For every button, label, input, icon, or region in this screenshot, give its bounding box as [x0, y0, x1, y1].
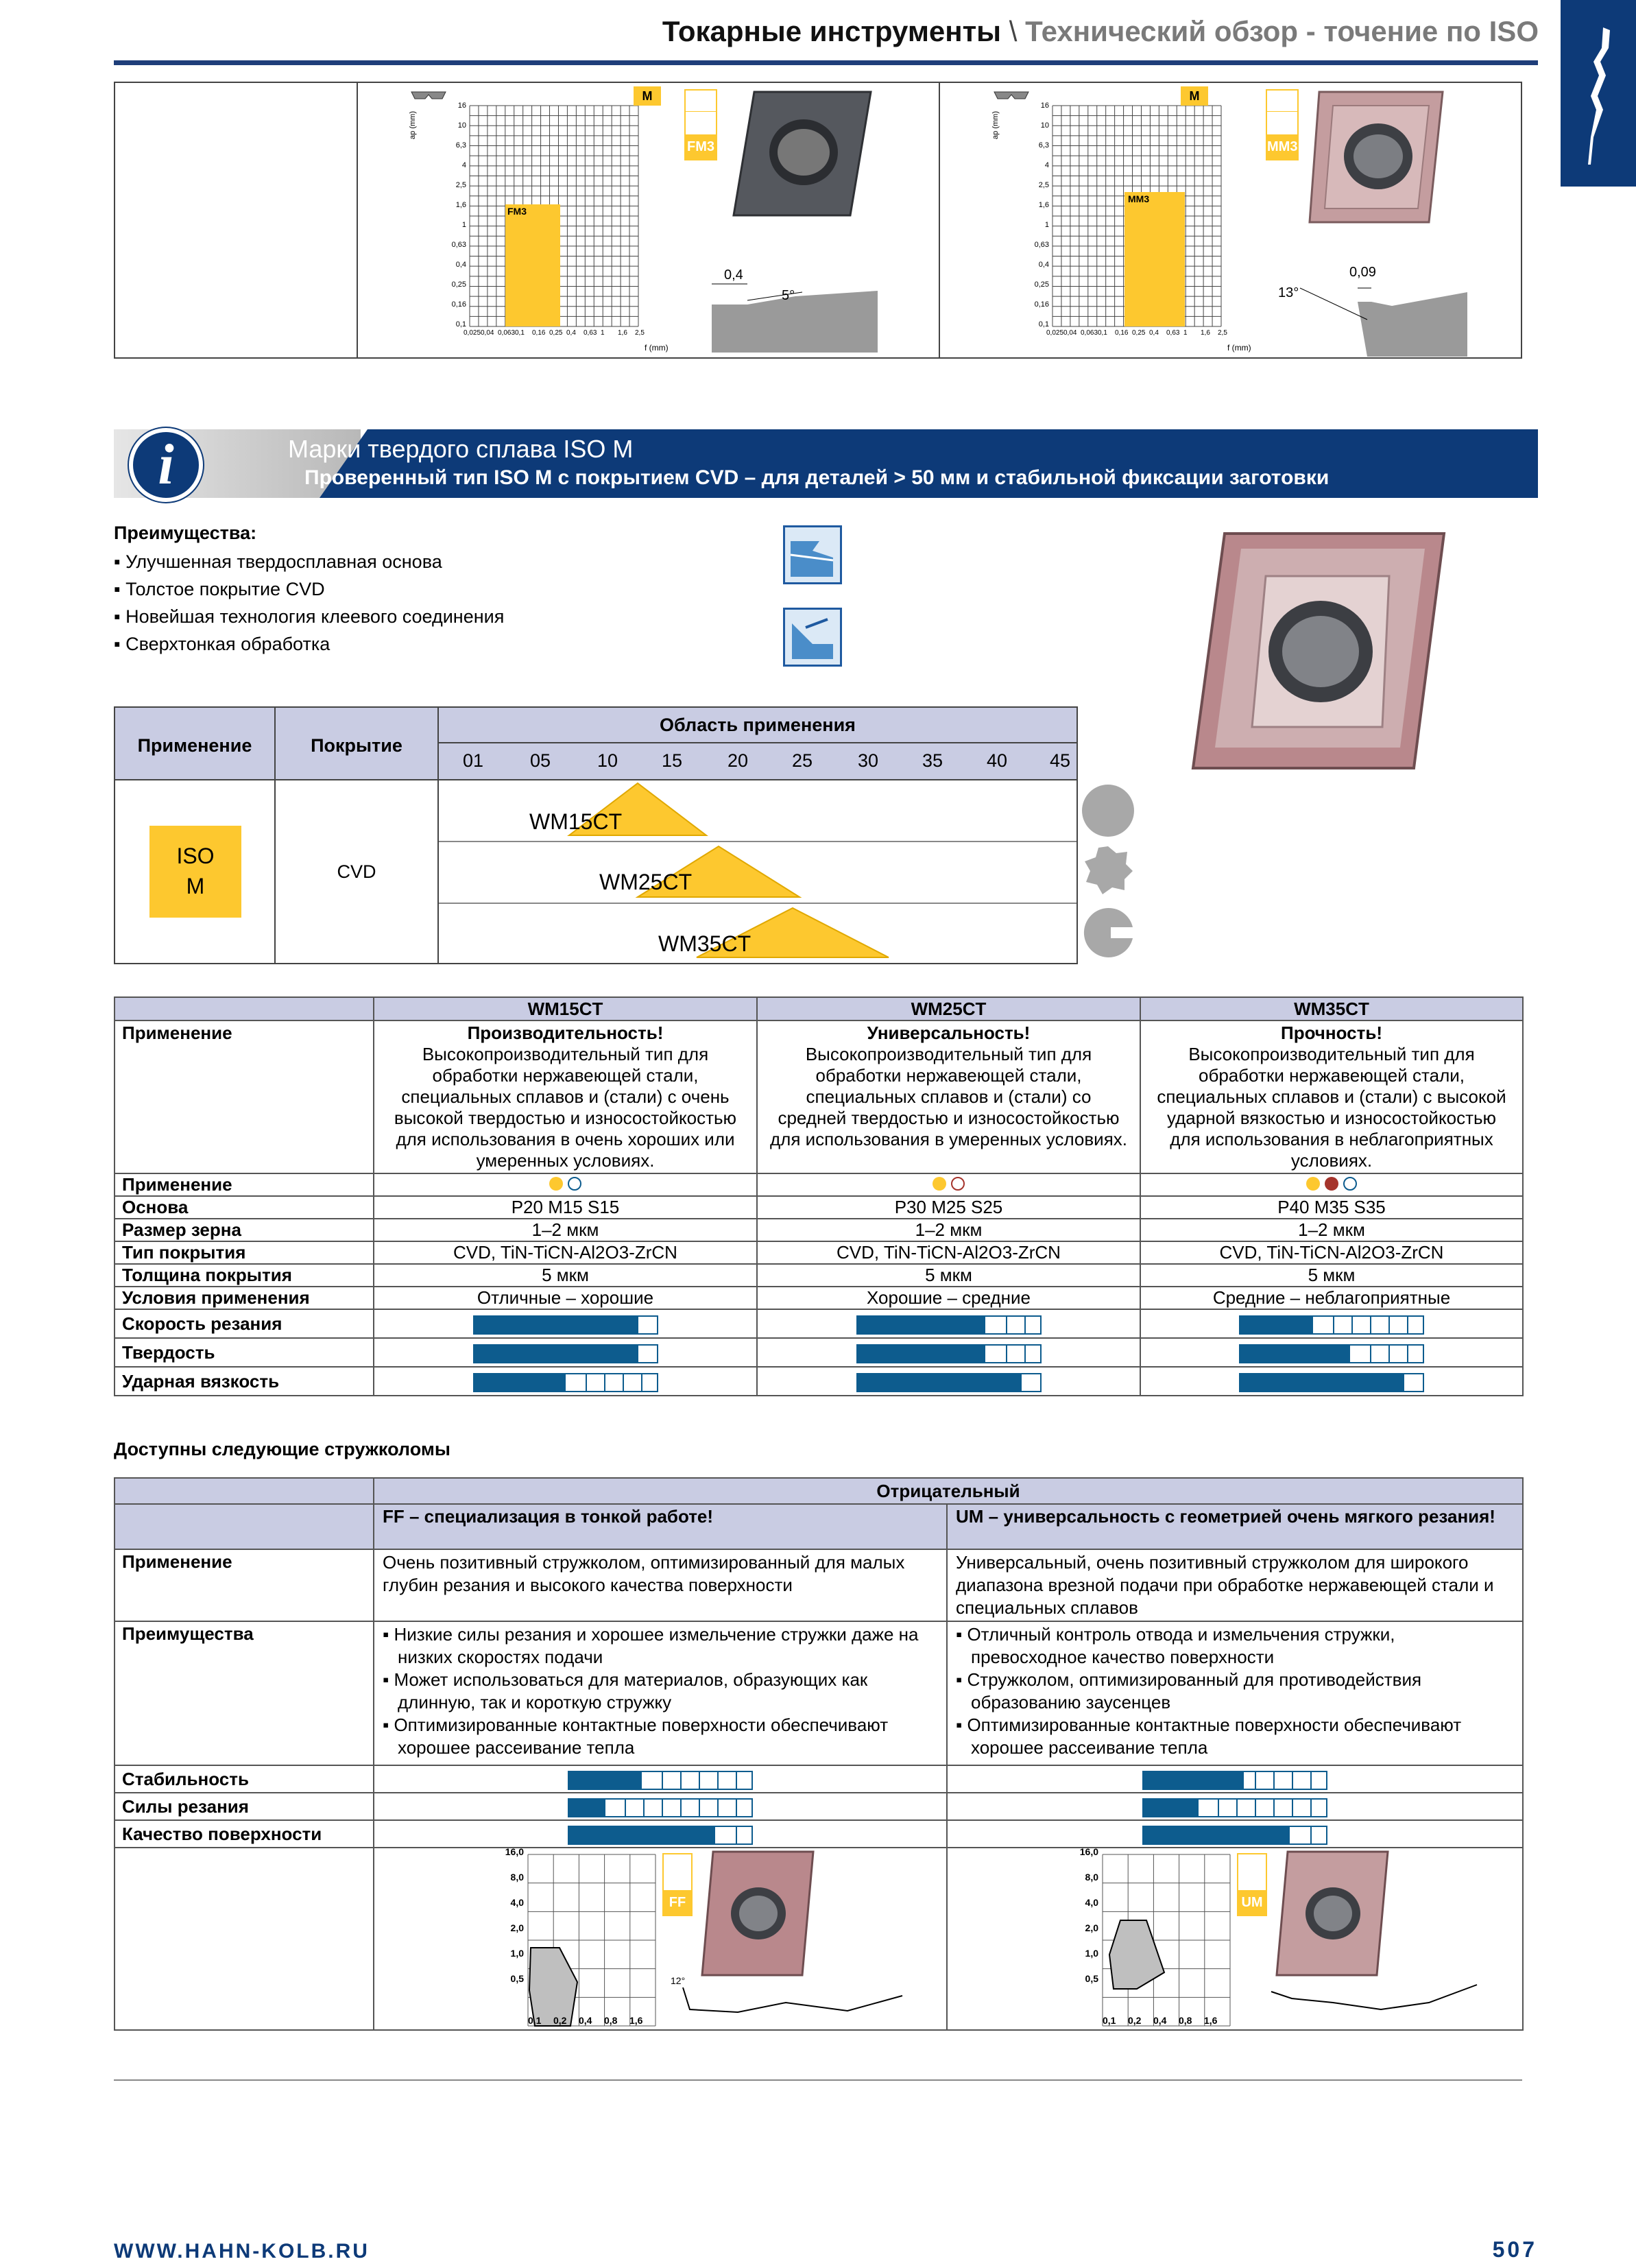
chipbreaker-heading: Доступны следующие стружколомы	[114, 1439, 450, 1459]
list-item: ▪ Отличный контроль отвода и измельчения стружки, превосходное качество поверхности	[956, 1624, 1395, 1667]
list-item: ▪ Оптимизированные контактные поверхности обеспечивают хорошее рассеивание тепла	[383, 1715, 889, 1758]
rating-bar	[1239, 1315, 1424, 1335]
title-main: Токарные инструменты	[662, 15, 1002, 47]
um-edge-profile	[1251, 1982, 1484, 2026]
grade-col-wm25ct: WM25CT	[757, 997, 1140, 1020]
row-label: Условия применения	[115, 1287, 374, 1309]
list-item: ▪ Может использоваться для материалов, образующих как длинную, так и короткую стружку	[383, 1669, 868, 1712]
application-dots	[374, 1173, 757, 1196]
y-tick: 16	[457, 102, 466, 110]
edge-profile-fm3	[706, 263, 885, 353]
iso-m-badge: ISO M	[149, 826, 241, 918]
x-tick: 2,5	[1218, 329, 1227, 337]
desc-title: Универсальность!	[867, 1023, 1031, 1043]
x-tick: 1,6	[618, 329, 627, 337]
cell: CVD, TiN-TiCN-Al2O3-ZrCN	[757, 1241, 1140, 1264]
scale-tick: 05	[529, 750, 551, 771]
y-tick: 6,3	[1038, 141, 1049, 150]
row-label: Применение	[115, 1549, 374, 1621]
y-tick: 0,1	[455, 320, 466, 329]
x-tick: 0,16	[532, 329, 546, 337]
rating-bar	[856, 1373, 1042, 1392]
insert-code: FM3	[686, 134, 716, 159]
x-tick: 0,2	[1128, 2015, 1142, 2026]
x-tick: 0,1	[528, 2015, 542, 2026]
grade-col-wm15ct: WM15CT	[374, 997, 757, 1020]
insert-photo-iso-m	[1183, 521, 1458, 782]
y-tick: 2,5	[1038, 181, 1049, 189]
banner-subtitle: Проверенный тип ISO M с покрытием CVD – для деталей > 50 мм и стабильной фиксации заготовки	[304, 466, 1330, 489]
application-dots	[1140, 1173, 1523, 1196]
cell: Хорошие – средние	[757, 1287, 1140, 1309]
y-tick: 0,5	[510, 1973, 524, 1984]
y-tick: 1	[1044, 221, 1049, 229]
x-tick: 0,25	[1132, 329, 1146, 337]
rating-bar	[1142, 1771, 1327, 1790]
y-tick: 4,0	[510, 1897, 524, 1908]
rating-bar	[1142, 1826, 1327, 1845]
grade-badge: M	[634, 86, 661, 106]
y-tick: 0,1	[1038, 320, 1049, 329]
x-tick: 0,63	[584, 329, 597, 337]
scale-tick: 35	[922, 750, 943, 771]
x-tick: 0,025	[464, 329, 481, 337]
desc-text: Высокопроизводительный тип для обработки нержавеющей стали, специальных сплавов и (стали) с очень высокой твердостью и износостойкостью для использования в очень хороших или умеренных условиях.	[394, 1044, 737, 1171]
title-separator: \	[1009, 15, 1018, 47]
y-tick: 2,0	[1085, 1922, 1098, 1933]
x-tick: 1,6	[629, 2015, 643, 2026]
advantages-block	[114, 523, 731, 658]
continuous-cut-icon	[1082, 785, 1134, 837]
insert-code: MM3	[1267, 134, 1297, 159]
edge-profile-mm3	[1275, 261, 1481, 357]
cell: 1–2 мкм	[757, 1219, 1140, 1241]
cell: P20 M15 S15	[374, 1196, 757, 1219]
group-header: Отрицательный	[374, 1478, 1523, 1504]
x-tick: 0,4	[1149, 329, 1159, 337]
cell: 5 мкм	[374, 1264, 757, 1287]
list-item: ▪ Улучшенная твердосплавная основа	[114, 551, 442, 572]
um-code: UM	[1238, 1890, 1266, 1915]
cell: CVD, TiN-TiCN-Al2O3-ZrCN	[374, 1241, 757, 1264]
scale-tick: 25	[791, 750, 813, 771]
row-label: Скорость резания	[115, 1309, 374, 1338]
y-tick: 0,5	[1085, 1973, 1098, 1984]
x-tick: 0,1	[515, 329, 525, 337]
grade-badge: M	[1181, 86, 1208, 106]
x-tick: 1,6	[1204, 2015, 1218, 2026]
profile-angle: 5°	[782, 288, 795, 303]
row-label: Преимущества	[115, 1621, 374, 1765]
cell: 1–2 мкм	[374, 1219, 757, 1241]
rating-bar	[1239, 1373, 1424, 1392]
x-tick: 2,5	[635, 329, 645, 337]
triangle-label-wm35ct: WM35CT	[658, 931, 751, 956]
range-scale	[439, 748, 1076, 775]
y-tick: 4	[1044, 161, 1049, 169]
profile-dimension: 0,4	[724, 267, 743, 283]
y-tick: 6,3	[455, 141, 466, 150]
y-tick: 10	[1040, 121, 1049, 130]
y-tick: 0,63	[1034, 241, 1049, 249]
x-tick: 1,6	[1201, 329, 1210, 337]
row-label: Основа	[115, 1196, 374, 1219]
y-tick: 1,0	[1085, 1948, 1098, 1959]
scale-tick: 10	[597, 750, 618, 771]
list-item: ▪ Новейшая технология клеевого соединения	[114, 606, 505, 627]
y-tick: 0,16	[1034, 300, 1049, 309]
row-label: Стабильность	[115, 1765, 374, 1793]
section-banner	[114, 429, 1538, 498]
grade-properties-table	[114, 996, 1524, 1396]
scale-tick: 01	[462, 750, 484, 771]
application-dots	[757, 1173, 1140, 1196]
x-tick: 0,04	[481, 329, 494, 337]
col-area: Область применения	[660, 715, 856, 735]
rating-bar	[568, 1771, 753, 1790]
page-title	[662, 15, 1539, 48]
row-label: Твердость	[115, 1338, 374, 1367]
y-tick: 0,16	[451, 300, 466, 309]
x-tick: 0,04	[1063, 329, 1077, 337]
cell: Средние – неблагоприятные	[1140, 1287, 1523, 1309]
x-tick: 0,63	[1166, 329, 1180, 337]
scale-tick: 30	[857, 750, 879, 771]
y-tick: 2,0	[510, 1922, 524, 1933]
region-label: MM3	[1128, 193, 1150, 204]
x-tick: 0,025	[1046, 329, 1064, 337]
list-item: ▪ Сверхтонкая обработка	[114, 634, 330, 654]
rating-bar	[1239, 1344, 1424, 1363]
y-tick: 1,0	[510, 1948, 524, 1959]
desc-text: Высокопроизводительный тип для обработки нержавеющей стали, специальных сплавов и (стали) со средней твердостью и износостойкостью для использования в умеренных условиях.	[770, 1044, 1128, 1149]
x-tick: 0,8	[604, 2015, 618, 2026]
footer-url: WWW.HAHN-KOLB.RU	[114, 2240, 370, 2263]
y-tick: 16,0	[505, 1846, 524, 1857]
header-rule	[114, 60, 1538, 65]
cell: 5 мкм	[1140, 1264, 1523, 1287]
page-number: 507	[1492, 2237, 1537, 2262]
heavy-interrupted-icon	[1082, 907, 1134, 959]
ff-chipbreaker-chart	[491, 1845, 916, 2029]
y-tick: 2,5	[455, 181, 466, 189]
interrupted-cut-icon	[1082, 844, 1134, 896]
y-tick: 4	[461, 161, 466, 169]
row-label: Толщина покрытия	[115, 1264, 374, 1287]
x-tick: 0,4	[566, 329, 576, 337]
code-box	[684, 89, 717, 160]
x-tick: 0,4	[1153, 2015, 1167, 2026]
y-tick: 0,4	[1038, 261, 1049, 269]
um-chipbreaker-chart	[1066, 1845, 1491, 2029]
grade-triangles	[439, 780, 1076, 963]
y-tick: 16,0	[1079, 1846, 1098, 1857]
rating-bar	[473, 1315, 658, 1335]
row-label: Ударная вязкость	[115, 1367, 374, 1396]
y-tick: 1,6	[1038, 201, 1049, 209]
y-tick: 1,6	[455, 201, 466, 209]
ff-angle: 12°	[671, 1975, 686, 1986]
row-label: Применение	[115, 1173, 374, 1196]
triangle-label-wm25ct: WM25CT	[599, 870, 693, 894]
x-tick: 0,063	[498, 329, 516, 337]
um-insert-photo	[1274, 1848, 1391, 1978]
coating-value: CVD	[337, 861, 376, 882]
um-title: UM – универсальность с геометрией очень мягкого резания!	[947, 1504, 1523, 1549]
cell: CVD, TiN-TiCN-Al2O3-ZrCN	[1140, 1241, 1523, 1264]
y-tick: 4,0	[1085, 1897, 1098, 1908]
region-label: FM3	[507, 206, 527, 217]
cell: P30 M25 S25	[757, 1196, 1140, 1219]
y-tick: 10	[457, 121, 466, 130]
x-axis-label: f (mm)	[645, 343, 669, 353]
desc-title: Производительность!	[467, 1023, 664, 1043]
y-tick: 0,4	[455, 261, 466, 269]
rating-bar	[568, 1826, 753, 1845]
rating-bar	[856, 1344, 1042, 1363]
footer-rule	[114, 2079, 1522, 2081]
rating-bar	[473, 1344, 658, 1363]
scale-tick: 15	[661, 750, 683, 771]
scale-tick: 40	[986, 750, 1008, 771]
info-icon: i	[129, 428, 203, 502]
profile-angle: 13°	[1278, 285, 1299, 300]
advantages-heading: Преимущества:	[114, 523, 257, 543]
ff-edge-profile	[676, 1982, 909, 2026]
insert-photo-mm3	[1306, 85, 1456, 229]
code-box	[1237, 1853, 1267, 1916]
rating-bar	[1142, 1798, 1327, 1817]
scale-tick: 45	[1049, 750, 1071, 771]
list-item: ▪ Толстое покрытие CVD	[114, 579, 325, 599]
row-label: Силы резания	[115, 1793, 374, 1820]
x-tick: 0,1	[1103, 2015, 1116, 2026]
title-sub: Технический обзор - точение по ISO	[1025, 15, 1539, 47]
desc-title: Прочность!	[1281, 1023, 1382, 1043]
desc-text: Высокопроизводительный тип для обработки нержавеющей стали, специальных сплавов и (стали) с высокой ударной вязкостью и износостойкостью для использования в неблагоприятных условиях.	[1157, 1044, 1506, 1171]
rating-bar	[473, 1373, 658, 1392]
y-tick: 0,63	[451, 241, 466, 249]
x-tick: 0,16	[1115, 329, 1129, 337]
rating-bar	[568, 1798, 753, 1817]
banner-title: Марки твердого сплава ISO M	[288, 435, 634, 463]
cell: P40 M35 S35	[1140, 1196, 1523, 1219]
col-application: Применение	[137, 735, 252, 756]
coating-structure-icon	[783, 525, 842, 584]
cell: 1–2 мкм	[1140, 1219, 1523, 1241]
cell: 5 мкм	[757, 1264, 1140, 1287]
ff-code: FF	[664, 1890, 691, 1915]
x-axis-label: f (mm)	[1227, 343, 1251, 353]
scale-tick: 20	[727, 750, 749, 771]
list-item: ▪ Стружколом, оптимизированный для противодействия образованию заусенцев	[956, 1669, 1422, 1712]
code-box	[662, 1853, 693, 1916]
code-box	[1266, 89, 1299, 160]
section-tab	[1561, 0, 1636, 187]
edge-preparation-icon	[783, 608, 842, 667]
y-tick: 16	[1040, 102, 1049, 110]
grade-col-wm35ct: WM35CT	[1140, 997, 1523, 1020]
y-tick: 0,25	[451, 280, 466, 289]
y-axis-label: ap (mm)	[409, 111, 417, 139]
row-label: Применение	[115, 1020, 374, 1173]
y-tick: 1	[461, 221, 466, 229]
triangle-label-wm15ct: WM15CT	[529, 809, 623, 834]
list-item: ▪ Оптимизированные контактные поверхности обеспечивают хорошее рассеивание тепла	[956, 1715, 1462, 1758]
x-tick: 0,1	[1098, 329, 1107, 337]
col-coating: Покрытие	[311, 735, 402, 756]
drill-icon	[1561, 0, 1636, 187]
y-tick: 0,25	[1034, 280, 1049, 289]
x-tick: 1	[1183, 329, 1188, 337]
list-item: ▪ Низкие силы резания и хорошее измельчение стружки даже на низких скоростях подачи	[383, 1624, 919, 1667]
y-axis-label: ap (mm)	[991, 111, 1000, 139]
cell: Очень позитивный стружколом, оптимизированный для малых глубин резания и высокого качества поверхности	[374, 1549, 947, 1621]
cell: Универсальный, очень позитивный стружколом для широкого диапазона врезной подачи при обработке нержавеющей стали и специальных сплавов	[947, 1549, 1523, 1621]
y-tick: 8,0	[510, 1872, 524, 1883]
x-tick: 1	[601, 329, 605, 337]
ff-title: FF – специализация в тонкой работе!	[374, 1504, 947, 1549]
cell: Отличные – хорошие	[374, 1287, 757, 1309]
row-label: Качество поверхности	[115, 1820, 374, 1848]
profile-dimension: 0,09	[1349, 265, 1376, 280]
insert-photo-fm3	[727, 85, 878, 222]
ff-insert-photo	[699, 1848, 816, 1978]
x-tick: 0,2	[553, 2015, 567, 2026]
application-range-table	[114, 706, 1078, 964]
row-label: Размер зерна	[115, 1219, 374, 1241]
x-tick: 0,4	[579, 2015, 592, 2026]
rating-bar	[856, 1315, 1042, 1335]
row-label: Тип покрытия	[115, 1241, 374, 1264]
x-tick: 0,25	[549, 329, 563, 337]
x-tick: 0,8	[1179, 2015, 1192, 2026]
y-tick: 8,0	[1085, 1872, 1098, 1883]
x-tick: 0,063	[1081, 329, 1098, 337]
